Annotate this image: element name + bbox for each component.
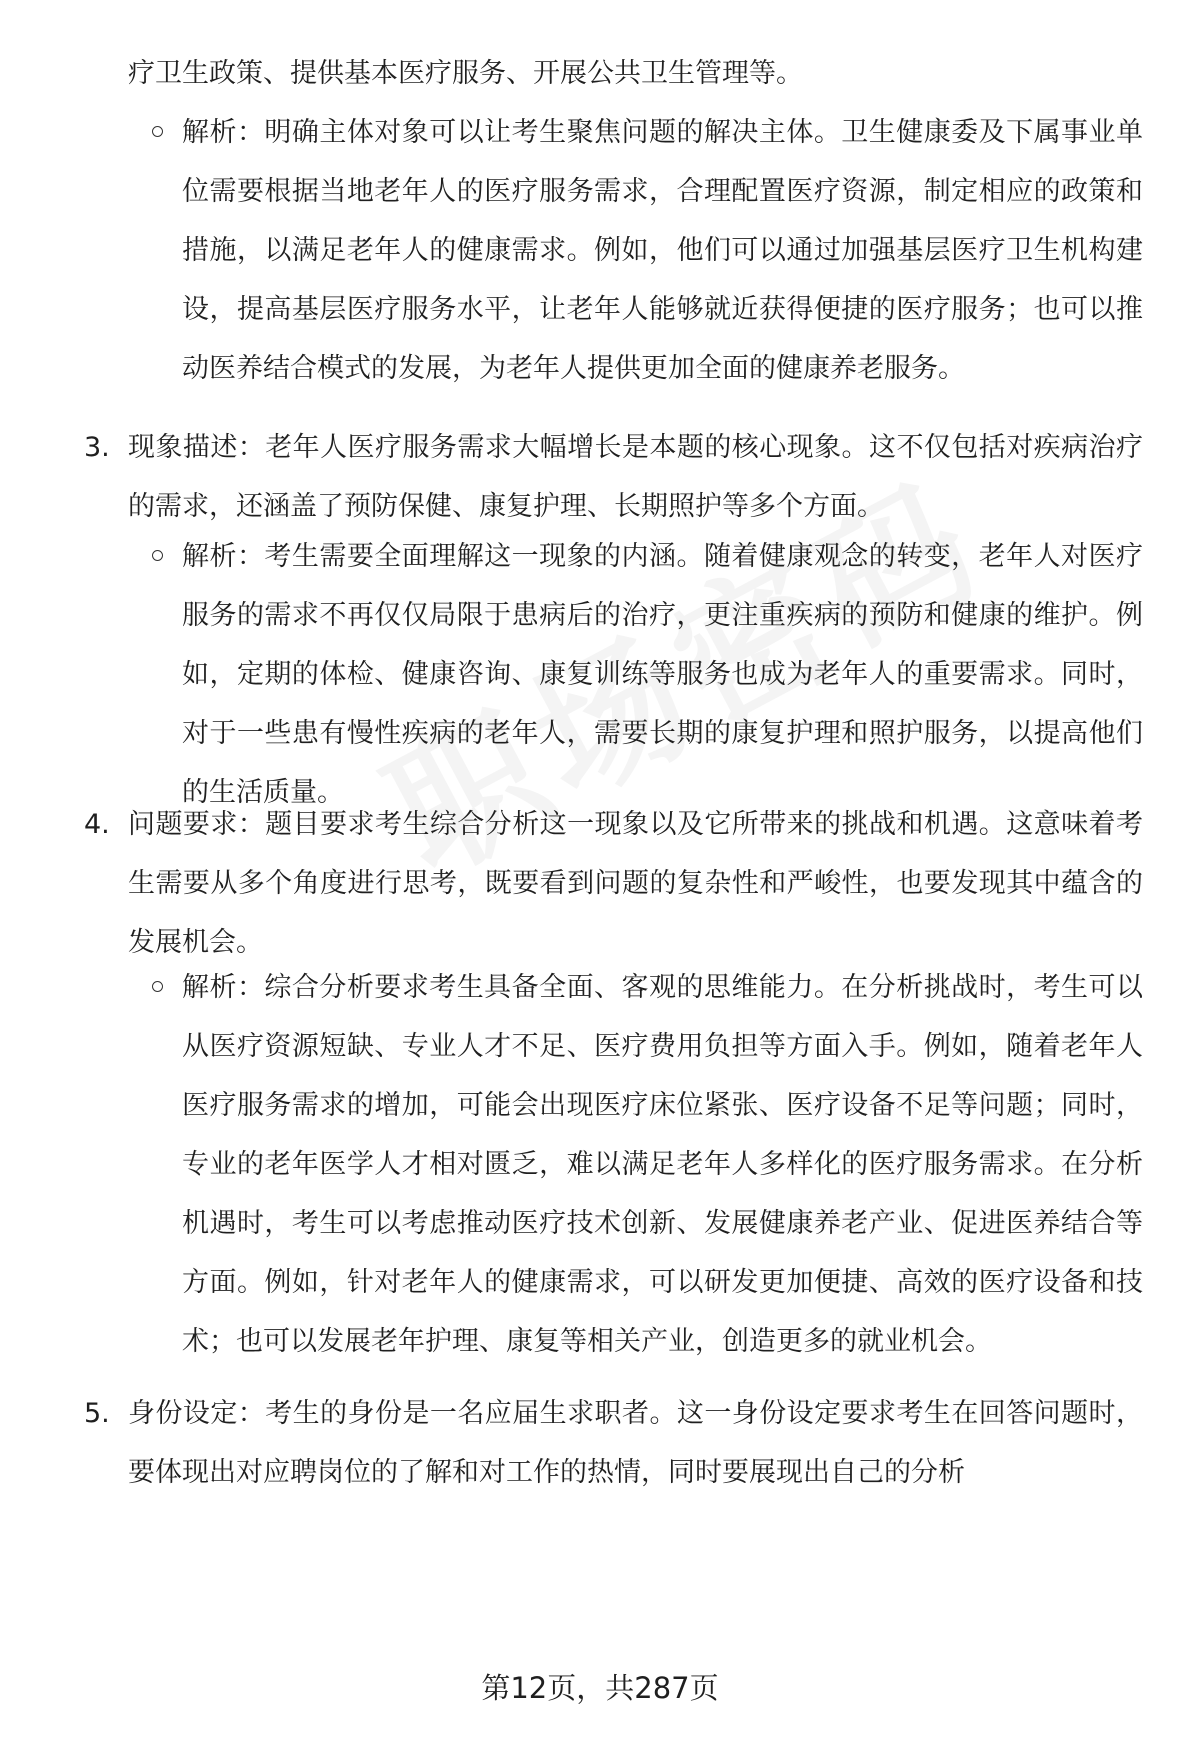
hollow-circle-bullet-icon xyxy=(152,550,163,561)
continuation-paragraph: 疗卫生政策、提供基本医疗服务、开展公共卫生管理等。 xyxy=(128,58,803,89)
analysis-bullet xyxy=(182,103,1143,398)
page-footer: 第12页，共287页 xyxy=(481,1671,719,1705)
analysis-bullet xyxy=(182,527,1143,822)
hollow-circle-bullet-icon xyxy=(152,126,163,137)
list-number: 4. xyxy=(84,809,110,840)
analysis-text: 解析：明确主体对象可以让考生聚焦问题的解决主体。卫生健康委及下属事业单位需要根据当地老年人的医疗服务需求，合理配置医疗资源，制定相应的政策和措施，以满足老年人的健康需求。例如，他们可以通过加强基层医疗卫生机构建设，提高基层医疗服务水平，让老年人能够就近获得便捷的医疗服务；也可以推动医养结合模式的发展，为老年人提供更加全面的健康养老服务。 xyxy=(182,117,1143,384)
list-item-text: 现象描述：老年人医疗服务需求大幅增长是本题的核心现象。这不仅包括对疾病治疗的需求，还涵盖了预防保健、康复护理、长期照护等多个方面。 xyxy=(128,432,1143,522)
list-item-text: 问题要求：题目要求考生综合分析这一现象以及它所带来的挑战和机遇。这意味着考生需要从多个角度进行思考，既要看到问题的复杂性和严峻性，也要发现其中蕴含的发展机会。 xyxy=(128,809,1143,958)
list-number: 5. xyxy=(84,1398,110,1429)
list-item-5 xyxy=(84,1384,1143,1502)
list-number: 3. xyxy=(84,432,110,463)
analysis-text: 解析：考生需要全面理解这一现象的内涵。随着健康观念的转变，老年人对医疗服务的需求不再仅仅局限于患病后的治疗，更注重疾病的预防和健康的维护。例如，定期的体检、健康咨询、康复训练等服务也成为老年人的重要需求。同时，对于一些患有慢性疾病的老年人，需要长期的康复护理和照护服务，以提高他们的生活质量。 xyxy=(182,541,1143,808)
hollow-circle-bullet-icon xyxy=(152,981,163,992)
list-item-3 xyxy=(84,418,1143,536)
list-item-text: 身份设定：考生的身份是一名应届生求职者。这一身份设定要求考生在回答问题时，要体现出对应聘岗位的了解和对工作的热情，同时要展现出自己的分析 xyxy=(128,1398,1143,1488)
analysis-bullet xyxy=(182,958,1143,1371)
analysis-text: 解析：综合分析要求考生具备全面、客观的思维能力。在分析挑战时，考生可以从医疗资源短缺、专业人才不足、医疗费用负担等方面入手。例如，随着老年人医疗服务需求的增加，可能会出现医疗床位紧张、医疗设备不足等问题；同时，专业的老年医学人才相对匮乏，难以满足老年人多样化的医疗服务需求。在分析机遇时，考生可以考虑推动医疗技术创新、发展健康养老产业、促进医养结合等方面。例如，针对老年人的健康需求，可以研发更加便捷、高效的医疗设备和技术；也可以发展老年护理、康复等相关产业，创造更多的就业机会。 xyxy=(182,972,1143,1357)
list-item-4 xyxy=(84,795,1143,972)
